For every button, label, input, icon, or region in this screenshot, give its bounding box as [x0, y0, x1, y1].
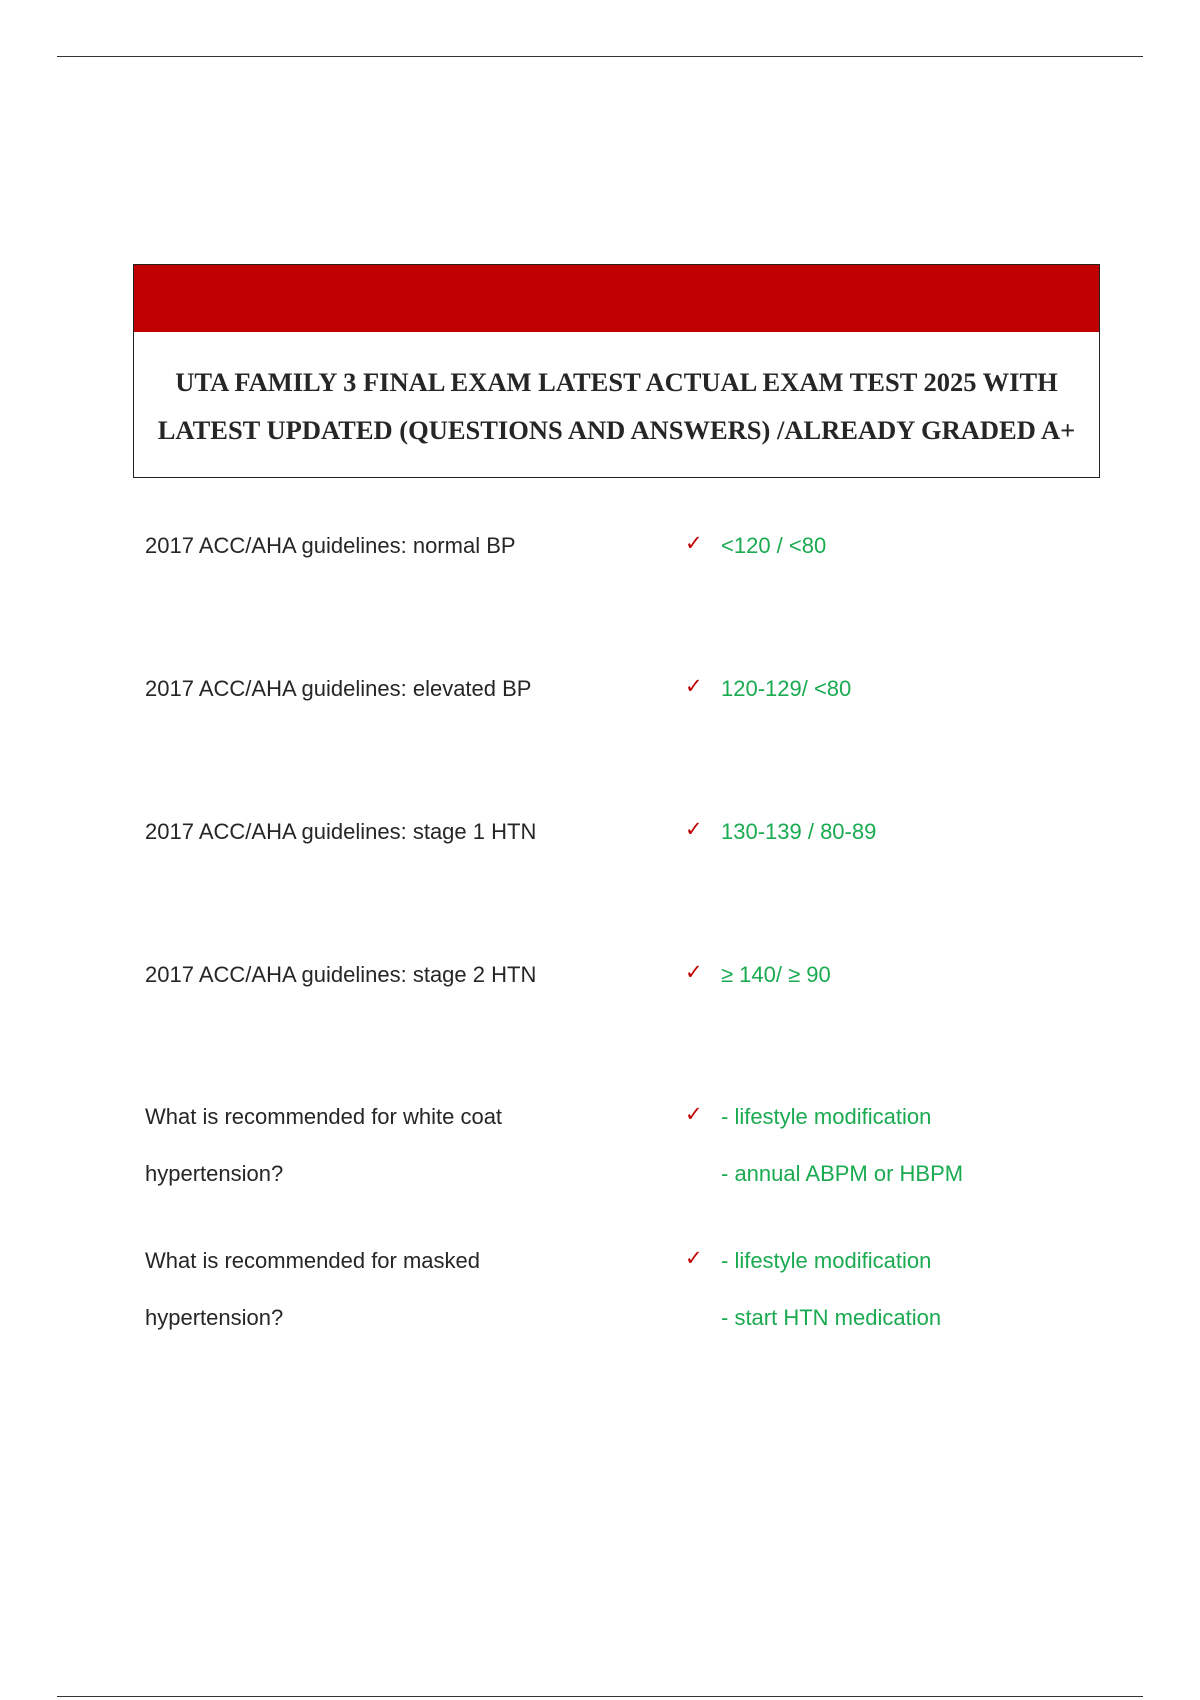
top-rule [57, 56, 1143, 57]
title-color-band [134, 265, 1099, 332]
bottom-rule [57, 1696, 1143, 1697]
question-line: hypertension? [145, 1161, 284, 1186]
question-line: 2017 ACC/AHA guidelines: normal BP [145, 533, 516, 558]
checkmark-icon: ✓ [685, 675, 703, 698]
question-line: 2017 ACC/AHA guidelines: stage 2 HTN [145, 962, 537, 987]
answer-line: <120 / <80 [721, 533, 827, 558]
title-box [133, 264, 1100, 478]
checkmark-icon: ✓ [685, 818, 703, 841]
answer-line: 130-139 / 80-89 [721, 819, 877, 844]
answer-line: - lifestyle modification [721, 1104, 932, 1129]
checkmark-icon: ✓ [685, 961, 703, 984]
checkmark-icon: ✓ [685, 1103, 703, 1126]
answer [721, 946, 1121, 1003]
question [145, 946, 605, 1003]
question [145, 1232, 605, 1346]
answer-line: - start HTN medication [721, 1305, 942, 1330]
question [145, 517, 605, 574]
question-line: 2017 ACC/AHA guidelines: stage 1 HTN [145, 819, 537, 844]
answer-line: 120-129/ <80 [721, 676, 852, 701]
answer-line: ≥ 140/ ≥ 90 [721, 962, 831, 987]
answer [721, 517, 1121, 574]
question-line: What is recommended for white coat [145, 1104, 503, 1129]
answer [721, 1088, 1121, 1202]
question [145, 660, 605, 717]
checkmark-icon: ✓ [685, 532, 703, 555]
document-title: UTA FAMILY 3 FINAL EXAM LATEST ACTUAL EXAM TEST 2025 WITH LATEST UPDATED (QUESTIONS AND ANSWERS) /ALREADY GRADED A+ [157, 366, 1076, 445]
question [145, 803, 605, 860]
question [145, 1088, 605, 1202]
answer-line: - annual ABPM or HBPM [721, 1161, 964, 1186]
question-line: 2017 ACC/AHA guidelines: elevated BP [145, 676, 532, 701]
question-line: hypertension? [145, 1305, 284, 1330]
answer [721, 803, 1121, 860]
question-line: What is recommended for masked [145, 1248, 481, 1273]
title-text-area [134, 332, 1099, 479]
answer [721, 1232, 1121, 1346]
answer [721, 660, 1121, 717]
checkmark-icon: ✓ [685, 1247, 703, 1270]
answer-line: - lifestyle modification [721, 1248, 932, 1273]
